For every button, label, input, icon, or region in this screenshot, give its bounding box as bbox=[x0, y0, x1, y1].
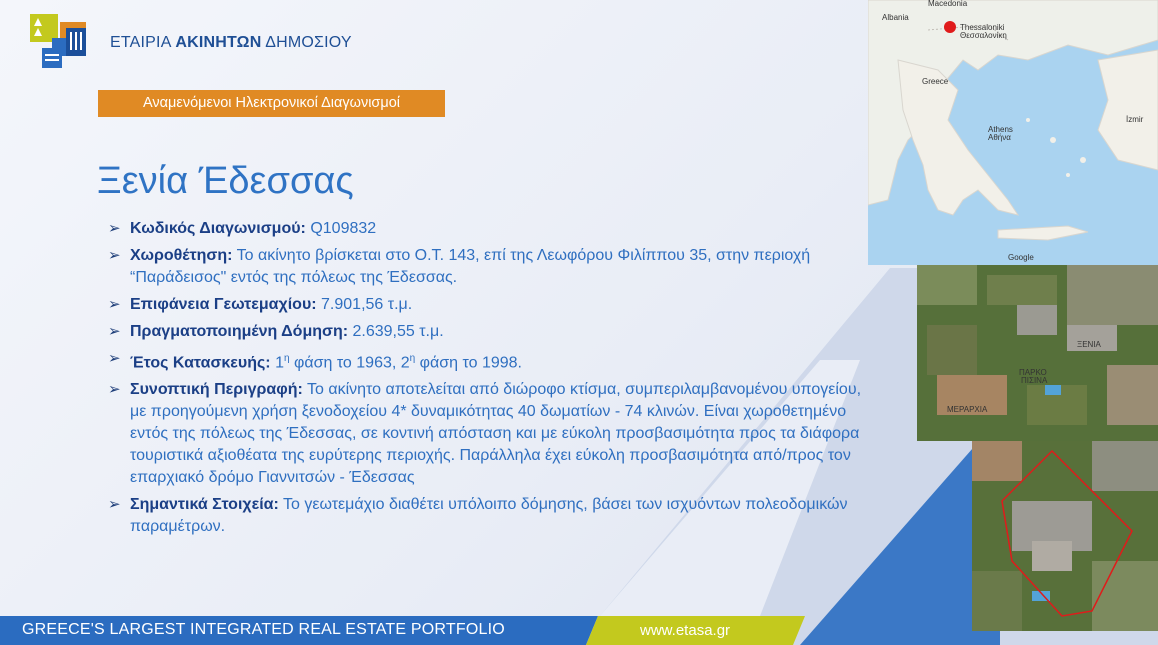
aerial-photo-top bbox=[917, 265, 1158, 441]
detail-label: Έτος Κατασκευής: bbox=[130, 354, 271, 372]
detail-label: Πραγματοποιημένη Δόμηση: bbox=[130, 323, 349, 340]
map-google-logo: Google bbox=[1008, 253, 1034, 262]
bullet-arrow-icon: ➢ bbox=[108, 220, 121, 237]
bullet-arrow-icon: ➢ bbox=[108, 247, 121, 264]
bullet-arrow-icon: ➢ bbox=[108, 296, 121, 313]
location-marker-icon bbox=[944, 21, 956, 33]
detail-notes bbox=[108, 494, 868, 538]
detail-value: φάση το 1998. bbox=[415, 354, 522, 372]
bullet-arrow-icon: ➢ bbox=[108, 323, 121, 340]
detail-location bbox=[108, 245, 868, 289]
bullet-arrow-icon: ➢ bbox=[108, 496, 121, 514]
company-suffix: ΔΗΜΟΣΙΟΥ bbox=[261, 34, 352, 51]
detail-year bbox=[108, 348, 868, 374]
detail-value: Το γεωτεμάχιο διαθέτει υπόλοιπο δόμησης, βάσει των ισχυόντων πολεοδομικών παραμέτρων. bbox=[130, 496, 848, 536]
detail-superscript: η bbox=[409, 353, 416, 364]
detail-label: Σημαντικά Στοιχεία: bbox=[130, 496, 279, 514]
detail-value: φάση το 1963, 2 bbox=[289, 354, 410, 372]
detail-label: Κωδικός Διαγωνισμού: bbox=[130, 220, 306, 237]
detail-value: Το ακίνητο βρίσκεται στο Ο.Τ. 143, επί της Λεωφόρου Φιλίππου 35, στην περιοχή “Παράδεισος" εντός της πόλεως της Έδεσσας. bbox=[130, 247, 811, 286]
detail-value: 7.901,56 τ.μ. bbox=[316, 296, 413, 313]
detail-value: Q109832 bbox=[305, 220, 377, 237]
bullet-arrow-icon: ➢ bbox=[108, 381, 121, 399]
footer-url[interactable]: www.etasa.gr bbox=[640, 622, 731, 639]
company-name bbox=[110, 34, 352, 52]
detail-plot-area bbox=[108, 294, 868, 316]
map-label-thessaloniki: Thessaloniki bbox=[960, 23, 1005, 32]
location-map bbox=[868, 0, 1158, 265]
aerial-label-merarchia: ΜΕΡΑΡΧΙΑ bbox=[947, 405, 988, 414]
company-logo bbox=[30, 14, 88, 70]
detail-label: Χωροθέτηση: bbox=[130, 247, 233, 264]
detail-value: Το ακίνητο αποτελείται από διώροφο κτίσμα, συμπεριλαμβανομένου υπογείου, με προηγούμενη χρήση ξενοδοχείου 4* δυναμικότητας 40 δωματίων - 74 κλινών. Είναι χωροθετημένο εντός της πόλεως της Έδεσσας, σε κοντινή απόσταση και με εύκολη προσβασιμότητα προς τα διάφορα τουριστικά αξιοθέατα της ευρύτερης περιοχής. Παράλληλα έχει εύκολη προσβασιμότητα από/προς τον επαρχιακό δρόμο Γιαννιτσών - Έδεσσας bbox=[130, 381, 862, 487]
bullet-arrow-icon: ➢ bbox=[108, 350, 121, 367]
aerial-graphic-bottom bbox=[972, 441, 1158, 631]
map-label-izmir: İzmir bbox=[1126, 115, 1144, 124]
detail-built-area bbox=[108, 321, 868, 343]
aerial-graphic-top bbox=[917, 265, 1158, 441]
map-label-athens-gr: Αθήνα bbox=[988, 133, 1011, 142]
company-prefix: ΕΤΑΙΡΙΑ bbox=[110, 34, 176, 51]
detail-description bbox=[108, 379, 868, 489]
map-label-macedonia: Macedonia bbox=[928, 0, 968, 8]
map-graphic bbox=[868, 0, 1158, 265]
footer-slogan: GREECE'S LARGEST INTEGRATED REAL ESTATE PORTFOLIO bbox=[22, 621, 505, 638]
map-label-thessaloniki-gr: Θεσσαλονίκη bbox=[960, 31, 1007, 40]
aerial-label-pool: ΠΙΣΙΝΑ bbox=[1021, 376, 1048, 385]
detail-superscript: η bbox=[283, 353, 290, 364]
aerial-photo-bottom bbox=[972, 441, 1158, 631]
tender-tag: Αναμενόμενοι Ηλεκτρονικοί Διαγωνισμοί bbox=[98, 90, 445, 117]
map-label-greece: Greece bbox=[922, 77, 949, 86]
detail-code bbox=[108, 218, 868, 240]
aerial-label-park: ΠΑΡΚΟ bbox=[1019, 368, 1047, 377]
detail-value: 2.639,55 τ.μ. bbox=[348, 323, 444, 340]
company-bold: ΑΚΙΝΗΤΩΝ bbox=[175, 34, 262, 51]
map-label-athens: Athens bbox=[988, 125, 1013, 134]
map-label-albania: Albania bbox=[882, 13, 909, 22]
aerial-label-xenia: ΞΕΝΙΑ bbox=[1077, 340, 1101, 349]
detail-label: Συνοπτική Περιγραφή: bbox=[130, 381, 303, 399]
details-list bbox=[108, 218, 868, 543]
detail-value: 1 bbox=[270, 354, 284, 372]
page-title: Ξενία Έδεσσας bbox=[97, 160, 354, 202]
detail-label: Επιφάνεια Γεωτεμαχίου: bbox=[130, 296, 317, 313]
